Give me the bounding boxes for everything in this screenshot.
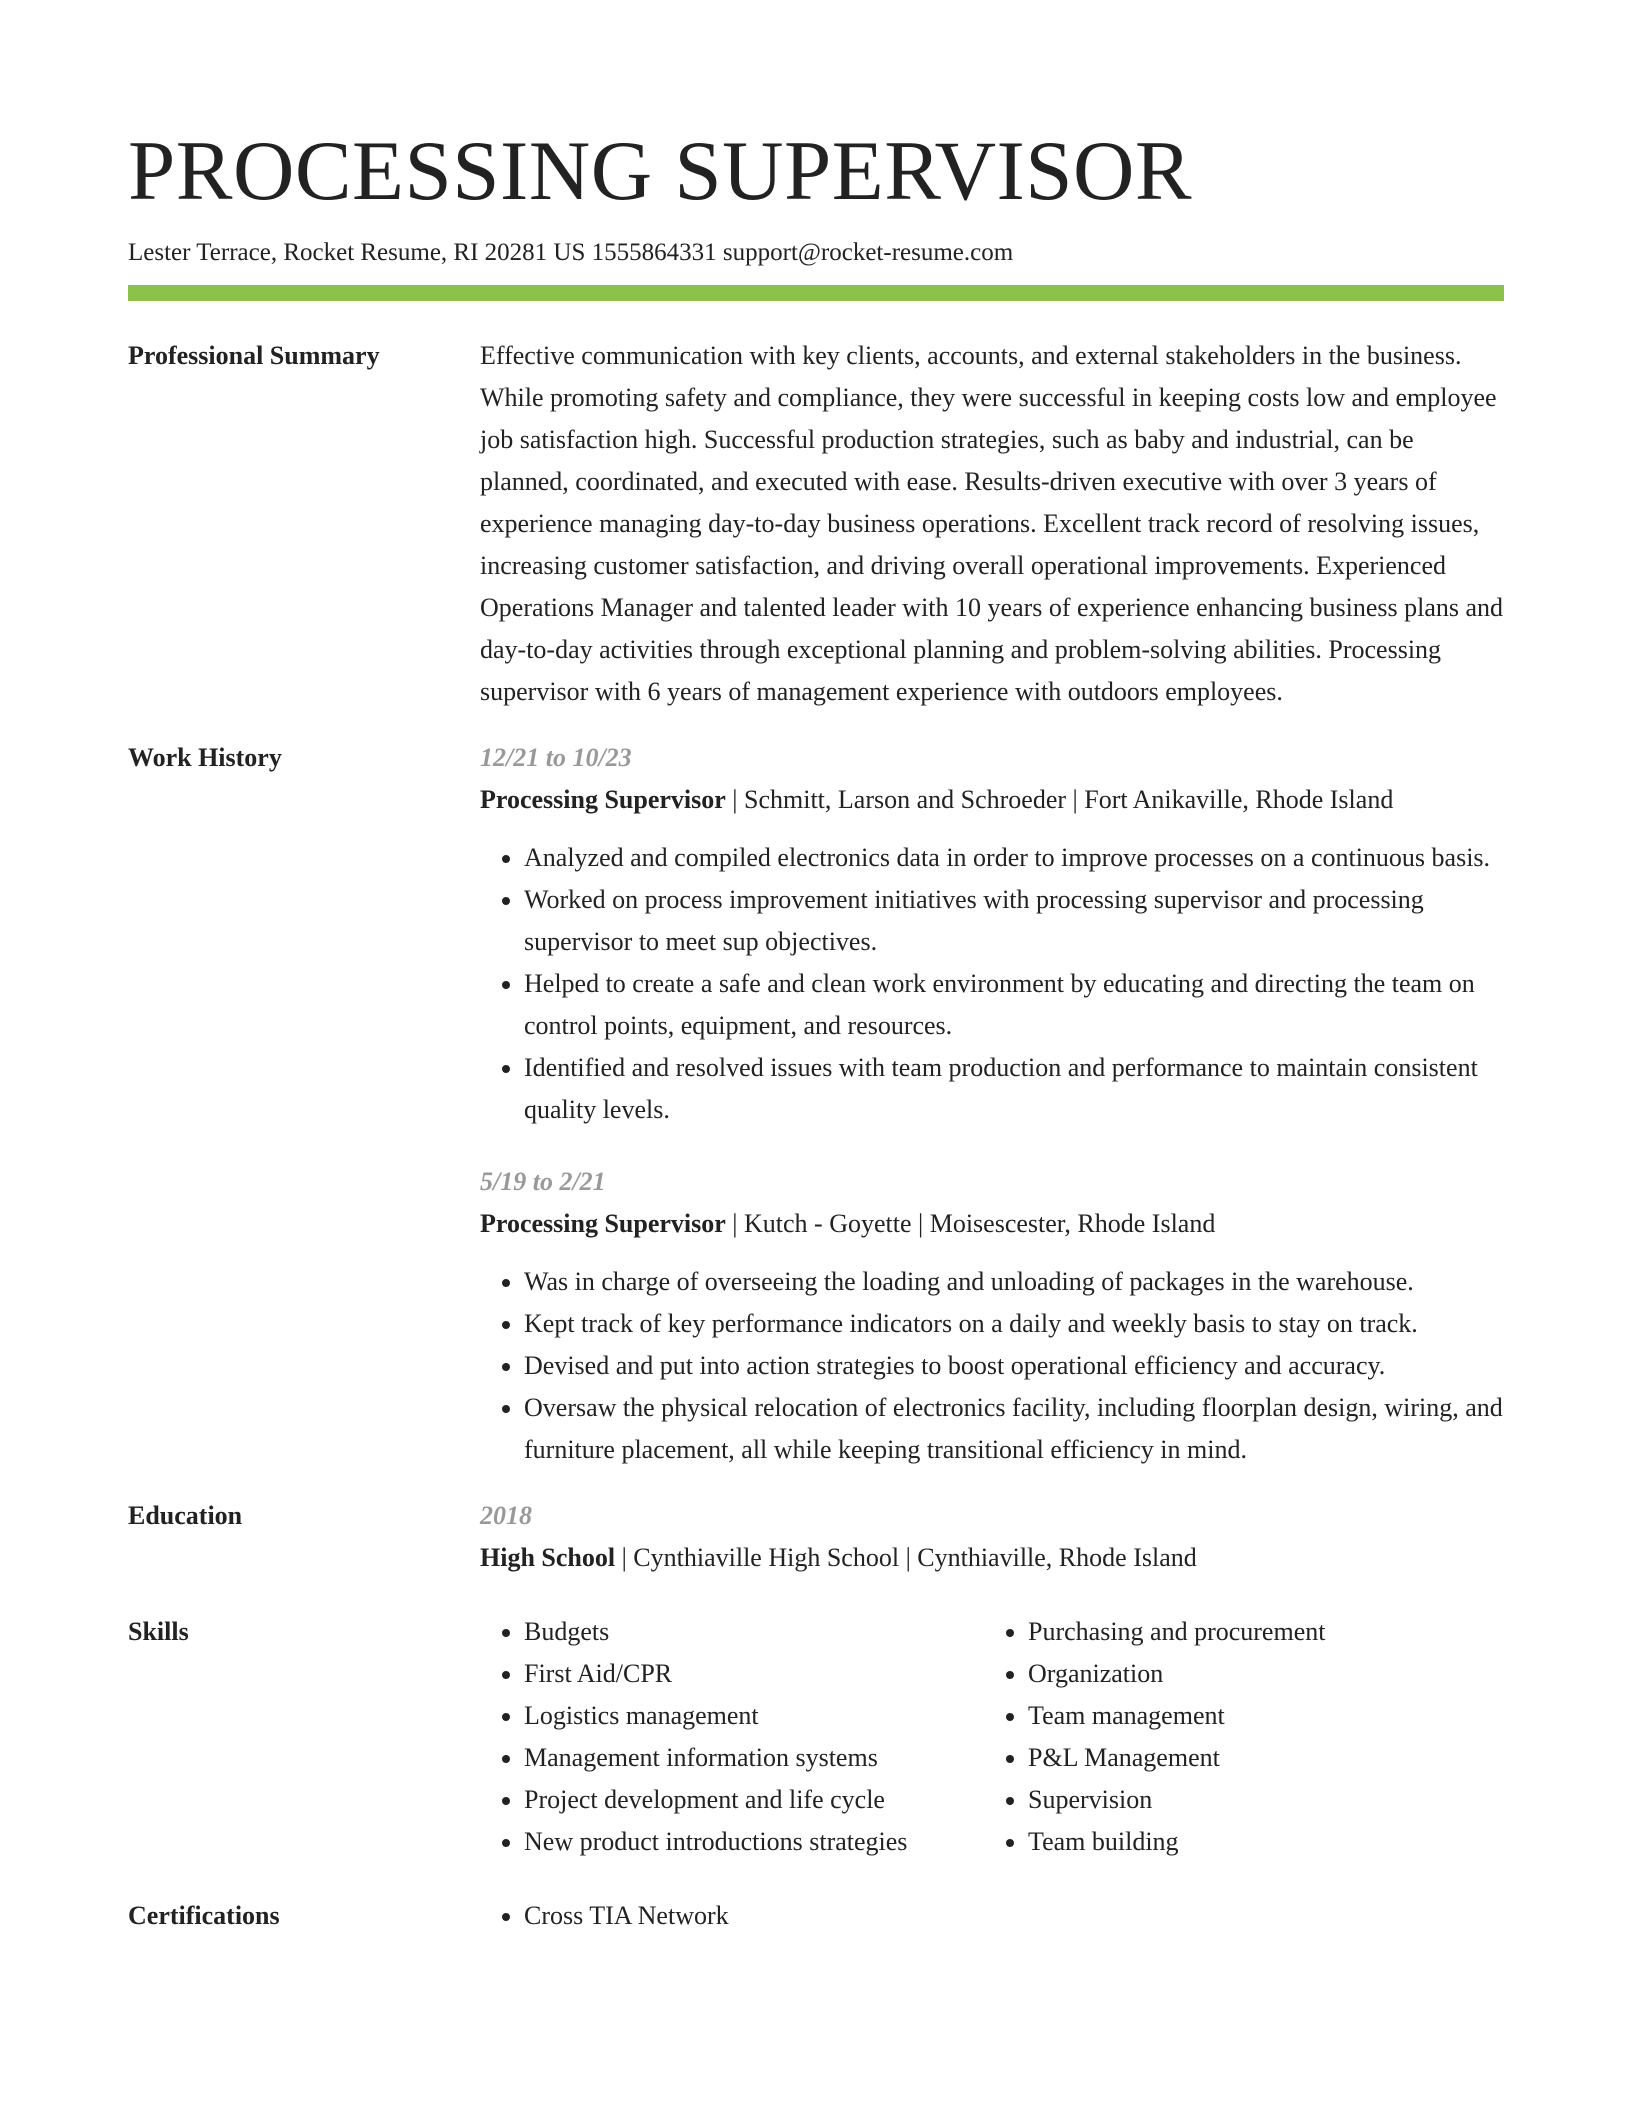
skill-item: • Team management <box>1028 1695 1488 1737</box>
job-bullet: • Worked on process improvement initiatives with processing supervisor and processing supervisor to meet sup objectives. <box>524 879 1504 963</box>
certification-item: • Cross TIA Network <box>524 1895 1504 1937</box>
education-degree: High School <box>480 1543 616 1572</box>
skill-item: • P&L Management <box>1028 1737 1488 1779</box>
job-title: Processing Supervisor <box>480 1209 726 1238</box>
job-bullet: • Oversaw the physical relocation of electronics facility, including floorplan design, wiring, and furniture placement, all while keeping transitional efficiency in mind. <box>524 1387 1504 1471</box>
job-bullet: • Devised and put into action strategies to boost operational efficiency and accuracy. <box>524 1345 1504 1387</box>
job-bullet: • Identified and resolved issues with team production and performance to maintain consistent quality levels. <box>524 1047 1504 1131</box>
resume-name-heading: PROCESSING SUPERVISOR <box>128 124 1193 218</box>
summary-text: Effective communication with key clients, accounts, and external stakeholders in the business. While promoting safety and compliance, they were successful in keeping costs low and employee job satisfaction high. Successful production strategies, such as baby and industrial, can be planned, coordinated, and executed with ease. Results-driven executive with over 3 years of experience managing day-to-day business operations. Excellent track record of resolving issues, increasing customer satisfaction, and driving overall operational improvements. Experienced Operations Manager and talented leader with 10 years of experience enhancing business plans and day-to-day activities through exceptional planning and problem-solving abilities. Processing supervisor with 6 years of management experience with outdoors employees. <box>480 341 1504 706</box>
skill-item: • Management information systems <box>524 1737 984 1779</box>
skill-item: • Purchasing and procurement <box>1028 1611 1488 1653</box>
skill-item: • Project development and life cycle <box>524 1779 984 1821</box>
skill-item: • Budgets <box>524 1611 984 1653</box>
summary-section <box>128 335 1504 713</box>
job-bullet: • Analyzed and compiled electronics data in order to improve processes on a continuous basis. <box>524 837 1504 879</box>
job-employer-location: | Schmitt, Larson and Schroeder | Fort Anikaville, Rhode Island <box>725 785 1394 814</box>
job-entry <box>480 1161 1504 1471</box>
skills-columns <box>480 1611 1504 1863</box>
accent-divider <box>128 285 1504 301</box>
skill-item: • Team building <box>1028 1821 1488 1863</box>
job-bullet: • Helped to create a safe and clean work environment by educating and directing the team on control points, equipment, and resources. <box>524 963 1504 1047</box>
job-entry <box>480 737 1504 1131</box>
job-dates: 5/19 to 2/21 <box>480 1167 606 1196</box>
skills-column-left <box>480 1611 984 1863</box>
education-heading <box>480 1537 1504 1579</box>
job-bullet: • Kept track of key performance indicators on a daily and weekly basis to stay on track. <box>524 1303 1504 1345</box>
work-history-label: Work History <box>128 743 282 772</box>
job-bullets <box>480 837 1504 1131</box>
job-heading <box>480 779 1504 821</box>
resume-page <box>128 0 1504 1937</box>
education-label: Education <box>128 1501 243 1530</box>
skills-label: Skills <box>128 1617 189 1646</box>
job-bullets <box>480 1261 1504 1471</box>
job-bullet: • Was in charge of overseeing the loading and unloading of packages in the warehouse. <box>524 1261 1504 1303</box>
skill-item: • Logistics management <box>524 1695 984 1737</box>
skill-item: • Supervision <box>1028 1779 1488 1821</box>
summary-label: Professional Summary <box>128 341 380 370</box>
skill-item: • First Aid/CPR <box>524 1653 984 1695</box>
job-employer-location: | Kutch - Goyette | Moisescester, Rhode Island <box>725 1209 1216 1238</box>
contact-line: Lester Terrace, Rocket Resume, RI 20281 US 1555864331 support@rocket-resume.com <box>128 239 1014 266</box>
work-history-section <box>128 737 1504 1471</box>
skills-column-right <box>984 1611 1488 1863</box>
skill-item: • Organization <box>1028 1653 1488 1695</box>
job-dates: 12/21 to 10/23 <box>480 743 632 772</box>
certifications-label: Certifications <box>128 1901 280 1930</box>
education-year: 2018 <box>480 1501 532 1530</box>
education-school-location: | Cynthiaville High School | Cynthiaville, Rhode Island <box>615 1543 1197 1572</box>
skills-section <box>128 1611 1504 1863</box>
job-heading <box>480 1203 1504 1245</box>
certifications-section <box>128 1895 1504 1937</box>
skill-item: • New product introductions strategies <box>524 1821 984 1863</box>
certifications-list <box>480 1895 1504 1937</box>
job-title: Processing Supervisor <box>480 785 726 814</box>
education-section <box>128 1495 1504 1579</box>
